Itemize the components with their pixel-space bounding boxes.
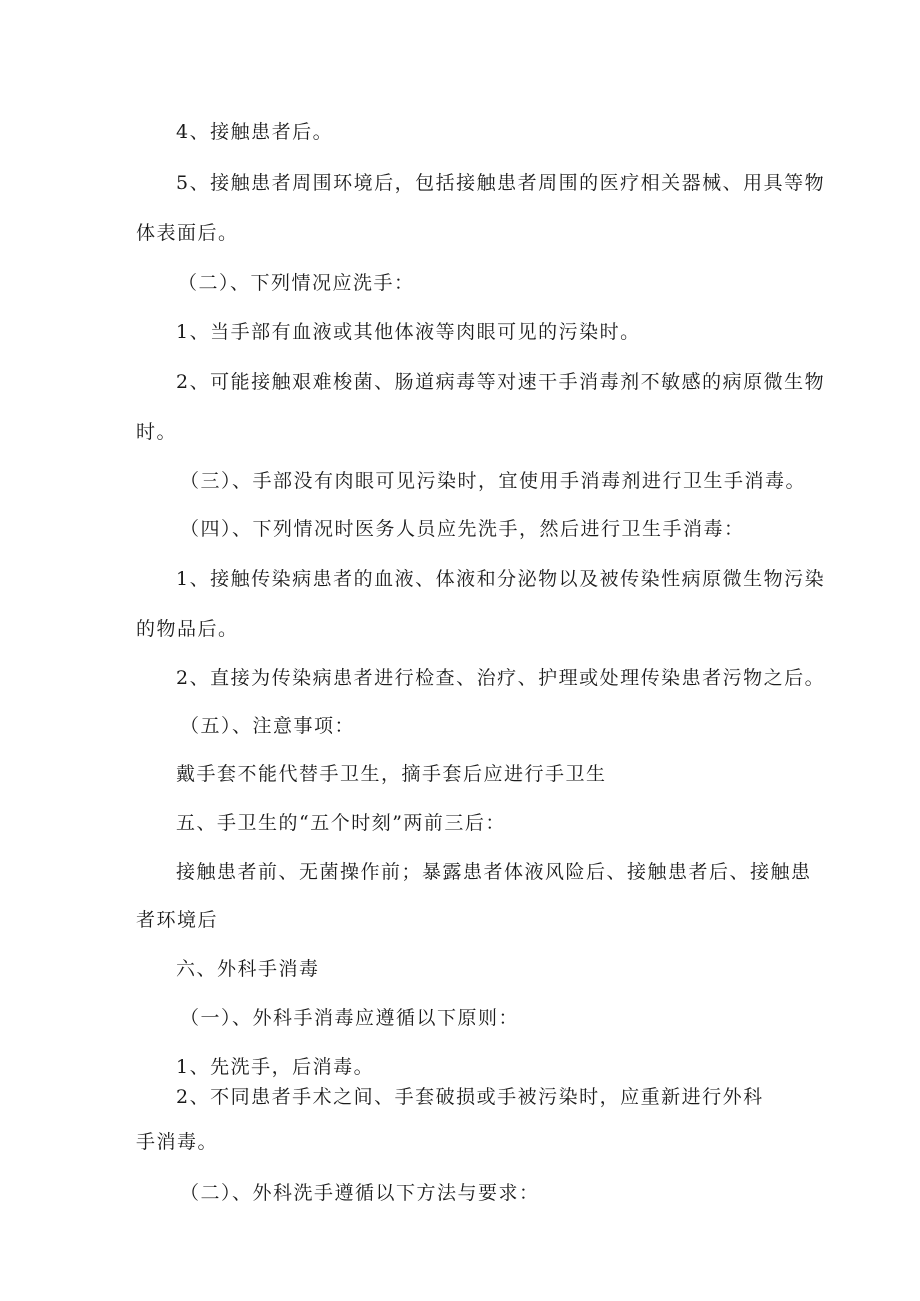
paragraph-line: （五）、注意事项： — [180, 715, 356, 737]
paragraph-line: 1、当手部有血液或其他体液等肉眼可见的污染时。 — [176, 321, 641, 343]
paragraph-line: （二）、外科洗手遵循以下方法与要求： — [180, 1182, 540, 1204]
paragraph-line: （二）、下列情况应洗手： — [178, 272, 415, 294]
paragraph-line: 1、先洗手，后消毒。 — [176, 1056, 375, 1078]
paragraph-line: 接触患者前、无菌操作前；暴露患者体液风险后、接触患者后、接触患 — [176, 861, 812, 883]
paragraph-line: （四）、下列情况时医务人员应先洗手，然后进行卫生手消毒： — [180, 518, 745, 540]
paragraph-line: 2、直接为传染病患者进行检查、治疗、护理或处理传染患者污物之后。 — [176, 667, 826, 689]
paragraph-line: 5、接触患者周围环境后，包括接触患者周围的医疗相关器械、用具等物 — [176, 172, 826, 194]
paragraph-line: 2、可能接触艰难梭菌、肠道病毒等对速干手消毒剂不敏感的病原微生物 — [176, 371, 826, 393]
paragraph-line: （三）、手部没有肉眼可见污染时，宜使用手消毒剂进行卫生手消毒。 — [180, 470, 807, 492]
paragraph-line: 手消毒。 — [136, 1131, 219, 1153]
paragraph-line: 体表面后。 — [136, 222, 239, 244]
paragraph-line: 时。 — [136, 421, 178, 443]
paragraph-line: 1、接触传染病患者的血液、体液和分泌物以及被传染性病原微生物污染 — [176, 568, 826, 590]
paragraph-line: 六、外科手消毒 — [176, 958, 320, 980]
paragraph-line: 五、手卫生的“五个时刻”两前三后： — [176, 812, 506, 834]
paragraph-line: 的物品后。 — [136, 618, 239, 640]
paragraph-line: 戴手套不能代替手卫生，摘手套后应进行手卫生 — [176, 763, 607, 785]
paragraph-line: 者环境后 — [136, 909, 219, 931]
paragraph-line: （一）、外科手消毒应遵循以下原则： — [180, 1007, 520, 1029]
paragraph-line: 2、不同患者手术之间、手套破损或手被污染时，应重新进行外科 — [176, 1086, 764, 1108]
paragraph-line: 4、接触患者后。 — [176, 121, 334, 143]
